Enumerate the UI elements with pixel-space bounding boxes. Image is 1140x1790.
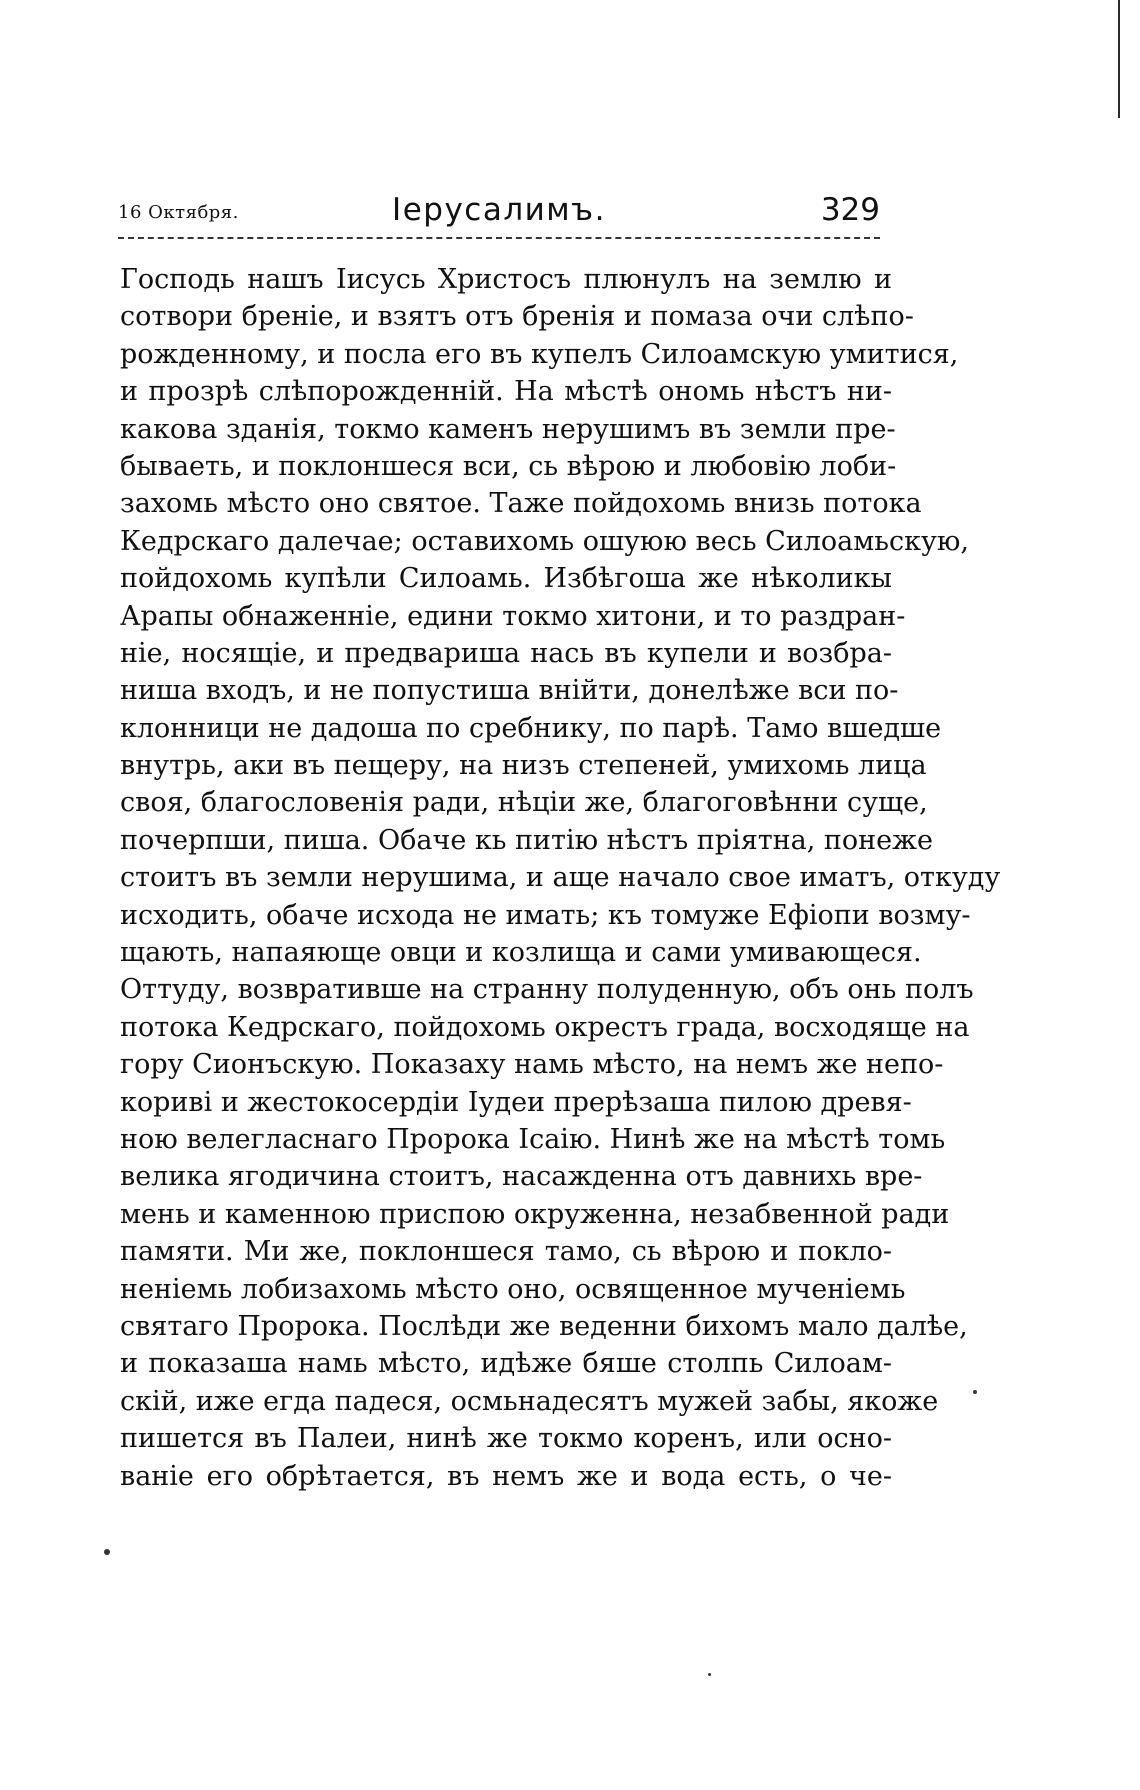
page-edge-line (1118, 0, 1120, 118)
text-line: внутрь, аки въ пещеру, на низъ степеней, умихомь лица (120, 750, 927, 782)
text-line: гору Сионъскую. Показаху намь мѣсто, на немъ же непо- (120, 1049, 944, 1081)
text-line: мень и каменною приспою окруженна, незабвенной ради (120, 1198, 950, 1230)
text-line: ниша входъ, и не попустиша внійти, донелѣже вси по- (120, 675, 899, 707)
running-header-title: Іерусалимъ. (392, 192, 606, 228)
text-line: стоитъ въ земли нерушима, и аще начало свое иматъ, откуду (120, 862, 1001, 894)
text-line: исходить, обаче исхода не имать; къ томуже Ефіопи возму- (120, 899, 971, 931)
running-header-date: 16 Октября. (118, 202, 239, 223)
page-number: 329 (820, 192, 880, 228)
text-line: потока Кедрскаго, пойдохомь окрестъ града, восходяще на (120, 1011, 970, 1043)
text-line: Оттуду, возвратившe на странну полуденную, объ онь полъ (120, 974, 974, 1006)
text-line: скій, иже егда падеся, осмьнадесятъ мужей забы, якоже (120, 1385, 939, 1417)
body-text (120, 261, 1001, 1495)
print-speck (708, 1673, 711, 1676)
text-line: рожденному, и посла его въ купелъ Силоамскую умитися, (120, 338, 959, 370)
print-speck (973, 1390, 977, 1394)
text-line: почерпши, пиша. Обаче кь питію нѣстъ пріятна, понеже (120, 824, 933, 856)
text-line: ваніе его обрѣтается, въ немъ же и вода есть, о че- (120, 1460, 892, 1492)
print-speck (104, 1549, 110, 1555)
header-rule (118, 237, 880, 239)
text-line: Господь нашъ Іисусь Христосъ плюнулъ на землю и (120, 264, 892, 295)
text-line: бываеть, и поклоншеся вси, сь вѣрою и любовію лоби- (120, 450, 897, 482)
text-line: памяти. Ми же, поклоншеся тамо, сь вѣрою и покло- (120, 1236, 892, 1268)
text-line: и прозрѣ слѣпорожденній. На мѣстѣ ономь нѣстъ ни- (120, 376, 892, 408)
text-line: кориві и жестокосердіи Іудеи прерѣзаша пилою древя- (120, 1086, 912, 1118)
text-line: захомь мѣсто оно святое. Таже пойдохомь внизь потока (120, 488, 922, 520)
text-line: велика ягодичина стоитъ, насажденна отъ давнихь вре- (120, 1161, 923, 1193)
text-line: сотвори бреніе, и взятъ отъ бренія и помаза очи слѣпо- (120, 301, 914, 333)
running-header (118, 192, 880, 232)
text-line: и показаша намь мѣсто, идѣже бяше столпь Силоам- (120, 1348, 892, 1380)
text-line: пойдохомь купѣли Силоамь. Избѣгоша же нѣколикы (120, 563, 892, 595)
text-line: Кедрскаго далечае; оставихомь ошуюю весь Силоамьскую, (120, 525, 969, 557)
text-line: своя, благословенія ради, нѣціи же, благоговѣнни суще, (120, 787, 928, 819)
text-line: щають, напаяюще овци и козлища и сами умивающеся. (120, 937, 922, 969)
text-line: ніе, носящіе, и предвариша нась въ купели и возбра- (120, 637, 892, 669)
text-line: клонници не дадоша по сребнику, по парѣ. Тамо вшедше (120, 712, 942, 744)
text-line: какова зданія, токмо каменъ нерушимъ въ земли пре- (120, 413, 896, 445)
text-line: неніемь лобизахомь мѣсто оно, освященное мученіемь (120, 1273, 906, 1305)
text-line: пишется въ Палеи, нинѣ же токмо коренъ, или осно- (120, 1423, 892, 1455)
text-line: святаго Пророка. Послѣди же веденни бихомъ мало далѣе, (120, 1310, 968, 1342)
text-line: ною велегласнаго Пророка Ісаію. Нинѣ же на мѣстѣ томь (120, 1123, 946, 1155)
text-line: Арапы обнаженніе, едини токмо хитони, и то раздран- (120, 600, 906, 632)
